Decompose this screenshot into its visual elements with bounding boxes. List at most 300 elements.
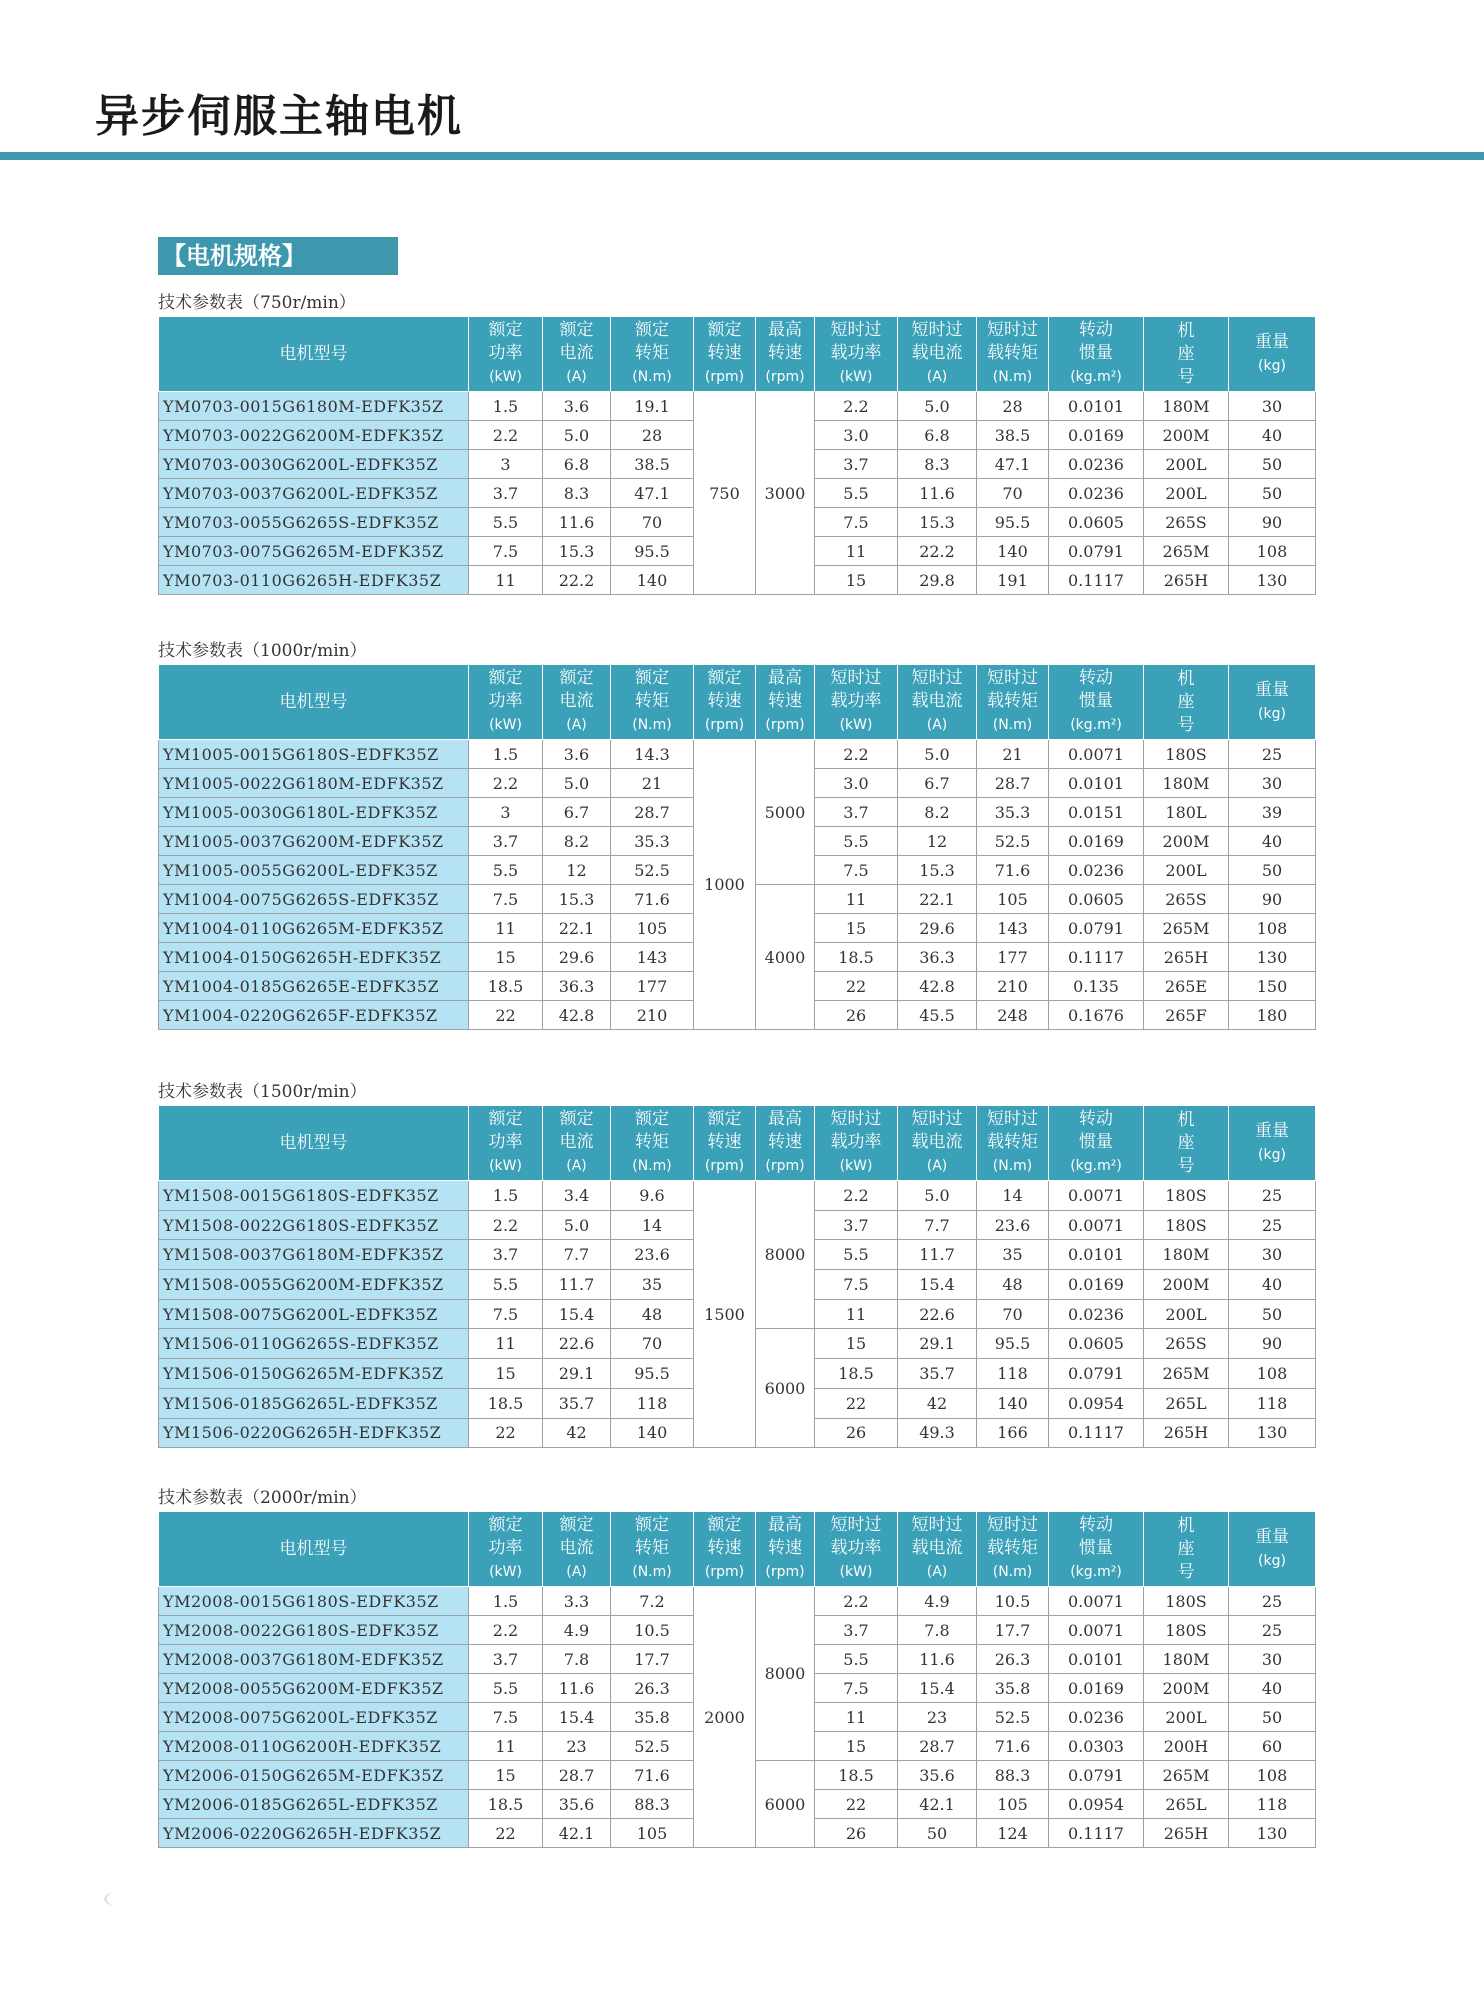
overload-torque: 105 [977, 885, 1049, 914]
rotor-inertia: 0.0791 [1049, 1359, 1144, 1389]
column-header-unit: (rpm) [704, 717, 745, 733]
table-row [159, 1587, 1316, 1616]
rotor-inertia: 0.0101 [1049, 769, 1144, 798]
rated-torque: 23.6 [611, 1240, 694, 1270]
column-header-unit: (kg) [1258, 357, 1286, 374]
column-header [694, 317, 756, 392]
model-number: YM0703-0110G6265H-EDFK35Z [159, 566, 469, 595]
overload-torque: 70 [977, 1299, 1049, 1329]
rated-power: 3.7 [469, 1645, 543, 1674]
model-number: YM1506-0150G6265M-EDFK35Z [159, 1359, 469, 1389]
model-number: YM2008-0055G6200M-EDFK35Z [159, 1674, 469, 1703]
overload-power: 3.7 [815, 1616, 898, 1645]
overload-current: 49.3 [898, 1418, 977, 1448]
overload-current: 22.1 [898, 885, 977, 914]
model-number: YM1506-0220G6265H-EDFK35Z [159, 1418, 469, 1448]
column-header-unit: (A) [566, 1564, 587, 1580]
rated-speed: 750 [694, 392, 756, 595]
overload-current: 6.8 [898, 421, 977, 450]
frame-size: 265M [1144, 537, 1229, 566]
frame-size: 265S [1144, 508, 1229, 537]
rated-power: 2.2 [469, 421, 543, 450]
frame-size: 200L [1144, 479, 1229, 508]
column-header-label: 额定 电流 [559, 1515, 594, 1558]
spec-table [158, 1105, 1316, 1448]
overload-current: 15.4 [898, 1674, 977, 1703]
overload-power: 3.0 [815, 421, 898, 450]
overload-torque: 38.5 [977, 421, 1049, 450]
rated-torque: 14 [611, 1210, 694, 1240]
rated-current: 7.7 [543, 1240, 611, 1270]
model-number: YM1004-0150G6265H-EDFK35Z [159, 943, 469, 972]
column-header [1144, 1512, 1229, 1587]
overload-current: 45.5 [898, 1001, 977, 1030]
overload-torque: 95.5 [977, 508, 1049, 537]
rated-power: 11 [469, 566, 543, 595]
rated-current: 35.6 [543, 1790, 611, 1819]
rated-current: 3.3 [543, 1587, 611, 1616]
frame-size: 265E [1144, 972, 1229, 1001]
column-header-unit: (A) [926, 1564, 948, 1580]
frame-size: 265S [1144, 1329, 1229, 1359]
rated-power: 18.5 [469, 1388, 543, 1418]
overload-power: 15 [815, 914, 898, 943]
overload-current: 7.8 [898, 1616, 977, 1645]
overload-current: 7.7 [898, 1210, 977, 1240]
rotor-inertia: 0.0169 [1049, 1270, 1144, 1300]
max-speed: 4000 [756, 885, 815, 1030]
rated-torque: 105 [611, 1819, 694, 1848]
overload-torque: 28.7 [977, 769, 1049, 798]
overload-current: 5.0 [898, 392, 977, 421]
overload-torque: 95.5 [977, 1329, 1049, 1359]
column-header-unit: (kW) [489, 369, 522, 385]
column-header-label: 额定 电流 [559, 320, 594, 363]
overload-current: 42 [898, 1388, 977, 1418]
weight: 40 [1229, 827, 1316, 856]
column-header-unit: (kg.m²) [1070, 1564, 1122, 1580]
column-header [469, 317, 543, 392]
column-header-label: 短时过 载功率 [830, 320, 882, 363]
rated-power: 11 [469, 1329, 543, 1359]
rated-torque: 105 [611, 914, 694, 943]
weight: 180 [1229, 1001, 1316, 1030]
weight: 118 [1229, 1790, 1316, 1819]
column-header [159, 317, 469, 392]
model-number: YM0703-0055G6265S-EDFK35Z [159, 508, 469, 537]
column-header-unit: (kg) [1258, 1146, 1286, 1163]
weight: 90 [1229, 508, 1316, 537]
rated-speed: 1000 [694, 740, 756, 1030]
rated-torque: 52.5 [611, 1732, 694, 1761]
weight: 39 [1229, 798, 1316, 827]
rated-current: 8.2 [543, 827, 611, 856]
overload-current: 8.3 [898, 450, 977, 479]
overload-torque: 248 [977, 1001, 1049, 1030]
model-number: YM1004-0185G6265E-EDFK35Z [159, 972, 469, 1001]
rated-power: 11 [469, 1732, 543, 1761]
rotor-inertia: 0.0101 [1049, 1645, 1144, 1674]
rated-power: 2.2 [469, 769, 543, 798]
column-header-label: 额定 转矩 [635, 1109, 669, 1152]
weight: 25 [1229, 1616, 1316, 1645]
rated-power: 1.5 [469, 1587, 543, 1616]
frame-size: 180M [1144, 1240, 1229, 1270]
frame-size: 180S [1144, 1616, 1229, 1645]
overload-current: 11.6 [898, 479, 977, 508]
column-header-label: 额定 转速 [707, 668, 742, 711]
column-header [1229, 1106, 1316, 1181]
header-row [159, 1512, 1316, 1587]
rated-current: 23 [543, 1732, 611, 1761]
frame-size: 200H [1144, 1732, 1229, 1761]
weight: 25 [1229, 1587, 1316, 1616]
rated-current: 8.3 [543, 479, 611, 508]
model-number: YM0703-0030G6200L-EDFK35Z [159, 450, 469, 479]
rated-torque: 28.7 [611, 798, 694, 827]
rated-torque: 10.5 [611, 1616, 694, 1645]
model-number: YM2008-0075G6200L-EDFK35Z [159, 1703, 469, 1732]
column-header-label: 额定 功率 [488, 668, 523, 711]
weight: 108 [1229, 914, 1316, 943]
model-number: YM2008-0015G6180S-EDFK35Z [159, 1587, 469, 1616]
rotor-inertia: 0.0236 [1049, 450, 1144, 479]
column-header-label: 转动 惯量 [1079, 1109, 1113, 1152]
rated-power: 11 [469, 914, 543, 943]
rated-torque: 143 [611, 943, 694, 972]
rated-power: 5.5 [469, 856, 543, 885]
table-row [159, 392, 1316, 421]
column-header [611, 317, 694, 392]
rated-torque: 52.5 [611, 856, 694, 885]
rotor-inertia: 0.1117 [1049, 566, 1144, 595]
weight: 130 [1229, 566, 1316, 595]
rated-current: 42 [543, 1418, 611, 1448]
column-header [1229, 1512, 1316, 1587]
column-header [611, 1106, 694, 1181]
spec-table [158, 1511, 1316, 1848]
frame-size: 200L [1144, 1703, 1229, 1732]
column-header-unit: (N.m) [992, 717, 1033, 733]
section-label: 【电机规格】 [158, 237, 398, 275]
overload-torque: 17.7 [977, 1616, 1049, 1645]
rated-torque: 28 [611, 421, 694, 450]
model-number: YM1005-0037G6200M-EDFK35Z [159, 827, 469, 856]
rated-current: 11.7 [543, 1270, 611, 1300]
overload-current: 23 [898, 1703, 977, 1732]
overload-torque: 35.3 [977, 798, 1049, 827]
rated-torque: 95.5 [611, 1359, 694, 1389]
overload-torque: 35.8 [977, 1674, 1049, 1703]
overload-torque: 105 [977, 1790, 1049, 1819]
column-header-unit: (A) [566, 1158, 587, 1174]
column-header [898, 665, 977, 740]
rated-power: 5.5 [469, 1270, 543, 1300]
column-header-label: 电机型号 [279, 1132, 348, 1153]
column-header [977, 1512, 1049, 1587]
column-header-label: 额定 转速 [707, 320, 742, 363]
column-header [159, 1106, 469, 1181]
rotor-inertia: 0.0236 [1049, 479, 1144, 508]
table-caption: 技术参数表（2000r/min） [158, 1488, 367, 1508]
page-title: 异步伺服主轴电机 [95, 91, 463, 142]
rated-current: 5.0 [543, 1210, 611, 1240]
column-header [543, 1512, 611, 1587]
overload-torque: 10.5 [977, 1587, 1049, 1616]
rotor-inertia: 0.0954 [1049, 1388, 1144, 1418]
rated-torque: 35.8 [611, 1703, 694, 1732]
column-header [1049, 317, 1144, 392]
model-number: YM1508-0055G6200M-EDFK35Z [159, 1270, 469, 1300]
frame-size: 180S [1144, 740, 1229, 769]
overload-power: 7.5 [815, 1674, 898, 1703]
rated-torque: 47.1 [611, 479, 694, 508]
title-divider [0, 152, 1484, 160]
overload-current: 15.3 [898, 856, 977, 885]
rated-current: 4.9 [543, 1616, 611, 1645]
rated-torque: 95.5 [611, 537, 694, 566]
column-header [1144, 1106, 1229, 1181]
column-header-unit: (A) [566, 369, 587, 385]
column-header [815, 1106, 898, 1181]
column-header [694, 1512, 756, 1587]
rotor-inertia: 0.0071 [1049, 1616, 1144, 1645]
rated-current: 7.8 [543, 1645, 611, 1674]
column-header-unit: (kg.m²) [1070, 369, 1122, 385]
model-number: YM2008-0037G6180M-EDFK35Z [159, 1645, 469, 1674]
column-header-unit: (rpm) [704, 1564, 745, 1580]
column-header [1229, 317, 1316, 392]
overload-power: 26 [815, 1418, 898, 1448]
model-number: YM1004-0075G6265S-EDFK35Z [159, 885, 469, 914]
rated-power: 1.5 [469, 392, 543, 421]
rotor-inertia: 0.0236 [1049, 1703, 1144, 1732]
column-header-label: 最高 转速 [768, 1109, 802, 1152]
column-header-label: 短时过 载电流 [911, 668, 963, 711]
column-header [815, 317, 898, 392]
overload-current: 29.6 [898, 914, 977, 943]
rated-torque: 140 [611, 1418, 694, 1448]
frame-size: 180L [1144, 798, 1229, 827]
overload-torque: 23.6 [977, 1210, 1049, 1240]
overload-current: 42.1 [898, 1790, 977, 1819]
rated-torque: 88.3 [611, 1790, 694, 1819]
column-header-label: 额定 电流 [559, 668, 594, 711]
weight: 30 [1229, 1645, 1316, 1674]
header-row [159, 1106, 1316, 1181]
overload-torque: 71.6 [977, 1732, 1049, 1761]
overload-torque: 166 [977, 1418, 1049, 1448]
column-header-label: 额定 转矩 [635, 320, 669, 363]
column-header-unit: (A) [926, 1158, 948, 1174]
rated-power: 1.5 [469, 740, 543, 769]
weight: 50 [1229, 1703, 1316, 1732]
column-header [756, 1512, 815, 1587]
weight: 130 [1229, 943, 1316, 972]
model-number: YM2006-0150G6265M-EDFK35Z [159, 1761, 469, 1790]
rated-current: 12 [543, 856, 611, 885]
rotor-inertia: 0.0605 [1049, 508, 1144, 537]
rated-torque: 71.6 [611, 1761, 694, 1790]
overload-power: 5.5 [815, 479, 898, 508]
rotor-inertia: 0.0303 [1049, 1732, 1144, 1761]
rated-power: 7.5 [469, 885, 543, 914]
overload-power: 7.5 [815, 856, 898, 885]
rated-torque: 70 [611, 508, 694, 537]
column-header-label: 额定 功率 [488, 320, 523, 363]
column-header [1049, 665, 1144, 740]
overload-torque: 140 [977, 537, 1049, 566]
rated-torque: 19.1 [611, 392, 694, 421]
rated-current: 11.6 [543, 1674, 611, 1703]
column-header-label: 短时过 载转矩 [987, 320, 1038, 363]
rotor-inertia: 0.0954 [1049, 1790, 1144, 1819]
overload-torque: 26.3 [977, 1645, 1049, 1674]
column-header-unit: (A) [926, 369, 948, 385]
max-speed: 6000 [756, 1329, 815, 1448]
frame-size: 200M [1144, 421, 1229, 450]
rated-power: 15 [469, 943, 543, 972]
column-header-label: 额定 转矩 [635, 668, 669, 711]
column-header [1049, 1512, 1144, 1587]
column-header-unit: (kg) [1258, 705, 1286, 722]
overload-power: 15 [815, 1329, 898, 1359]
rated-power: 18.5 [469, 972, 543, 1001]
column-header-label: 额定 电流 [559, 1109, 594, 1152]
column-header-label: 转动 惯量 [1079, 668, 1113, 711]
rotor-inertia: 0.0605 [1049, 885, 1144, 914]
column-header-unit: (N.m) [632, 369, 672, 385]
column-header-label: 电机型号 [279, 691, 348, 712]
rated-current: 6.8 [543, 450, 611, 479]
frame-size: 180M [1144, 769, 1229, 798]
rotor-inertia: 0.0236 [1049, 1299, 1144, 1329]
rated-current: 42.8 [543, 1001, 611, 1030]
rated-current: 35.7 [543, 1388, 611, 1418]
overload-current: 6.7 [898, 769, 977, 798]
overload-power: 26 [815, 1819, 898, 1848]
rated-speed: 2000 [694, 1587, 756, 1848]
rated-torque: 7.2 [611, 1587, 694, 1616]
model-number: YM1508-0075G6200L-EDFK35Z [159, 1299, 469, 1329]
weight: 90 [1229, 885, 1316, 914]
overload-power: 18.5 [815, 1761, 898, 1790]
column-header-label: 额定 功率 [488, 1109, 523, 1152]
column-header-unit: (rpm) [704, 369, 745, 385]
rated-current: 22.2 [543, 566, 611, 595]
rotor-inertia: 0.1117 [1049, 1819, 1144, 1848]
overload-current: 22.6 [898, 1299, 977, 1329]
column-header-label: 重量 [1255, 1120, 1289, 1141]
column-header-unit: (kg) [1258, 1552, 1286, 1569]
overload-torque: 70 [977, 479, 1049, 508]
column-header [977, 665, 1049, 740]
weight: 108 [1229, 537, 1316, 566]
rated-current: 5.0 [543, 769, 611, 798]
model-number: YM1004-0110G6265M-EDFK35Z [159, 914, 469, 943]
rated-power: 7.5 [469, 537, 543, 566]
weight: 130 [1229, 1819, 1316, 1848]
frame-size: 180S [1144, 1587, 1229, 1616]
overload-power: 22 [815, 1790, 898, 1819]
rotor-inertia: 0.0071 [1049, 1587, 1144, 1616]
weight: 130 [1229, 1418, 1316, 1448]
rated-current: 15.3 [543, 537, 611, 566]
rated-current: 36.3 [543, 972, 611, 1001]
frame-size: 180M [1144, 392, 1229, 421]
column-header [1144, 665, 1229, 740]
rated-power: 2.2 [469, 1616, 543, 1645]
column-header [611, 665, 694, 740]
rotor-inertia: 0.0236 [1049, 856, 1144, 885]
weight: 25 [1229, 1210, 1316, 1240]
overload-power: 18.5 [815, 1359, 898, 1389]
rated-power: 3.7 [469, 479, 543, 508]
table-caption: 技术参数表（1500r/min） [158, 1082, 367, 1102]
rated-torque: 21 [611, 769, 694, 798]
column-header-label: 重量 [1255, 679, 1289, 700]
rated-torque: 71.6 [611, 885, 694, 914]
overload-torque: 210 [977, 972, 1049, 1001]
column-header-unit: (N.m) [992, 369, 1033, 385]
column-header-label: 额定 转速 [707, 1109, 742, 1152]
rated-torque: 48 [611, 1299, 694, 1329]
model-number: YM1508-0015G6180S-EDFK35Z [159, 1181, 469, 1211]
overload-torque: 124 [977, 1819, 1049, 1848]
overload-power: 11 [815, 537, 898, 566]
column-header [611, 1512, 694, 1587]
column-header-unit: (kg.m²) [1070, 1158, 1122, 1174]
overload-current: 15.3 [898, 508, 977, 537]
frame-size: 265H [1144, 1418, 1229, 1448]
rotor-inertia: 0.0101 [1049, 392, 1144, 421]
column-header [977, 1106, 1049, 1181]
weight: 30 [1229, 1240, 1316, 1270]
rated-torque: 38.5 [611, 450, 694, 479]
frame-size: 200L [1144, 856, 1229, 885]
rated-power: 5.5 [469, 1674, 543, 1703]
column-header-label: 机 座 号 [1177, 1109, 1195, 1176]
corner-mark [104, 1892, 129, 1906]
overload-torque: 35 [977, 1240, 1049, 1270]
column-header-unit: (N.m) [632, 1564, 672, 1580]
rated-power: 22 [469, 1001, 543, 1030]
frame-size: 265M [1144, 914, 1229, 943]
overload-current: 5.0 [898, 1181, 977, 1211]
frame-size: 180M [1144, 1645, 1229, 1674]
overload-power: 5.5 [815, 1240, 898, 1270]
column-header [1229, 665, 1316, 740]
column-header-label: 短时过 载转矩 [987, 668, 1038, 711]
model-number: YM2008-0110G6200H-EDFK35Z [159, 1732, 469, 1761]
rated-power: 3 [469, 798, 543, 827]
column-header-unit: (kW) [489, 1564, 522, 1580]
model-number: YM0703-0015G6180M-EDFK35Z [159, 392, 469, 421]
overload-power: 11 [815, 1299, 898, 1329]
overload-power: 7.5 [815, 1270, 898, 1300]
column-header [469, 1106, 543, 1181]
column-header [756, 317, 815, 392]
column-header-label: 短时过 载功率 [830, 668, 882, 711]
spec-table [158, 664, 1316, 1030]
weight: 25 [1229, 1181, 1316, 1211]
rated-power: 1.5 [469, 1181, 543, 1211]
column-header-label: 短时过 载电流 [911, 320, 963, 363]
rated-current: 22.6 [543, 1329, 611, 1359]
overload-torque: 143 [977, 914, 1049, 943]
overload-current: 35.7 [898, 1359, 977, 1389]
overload-torque: 71.6 [977, 856, 1049, 885]
